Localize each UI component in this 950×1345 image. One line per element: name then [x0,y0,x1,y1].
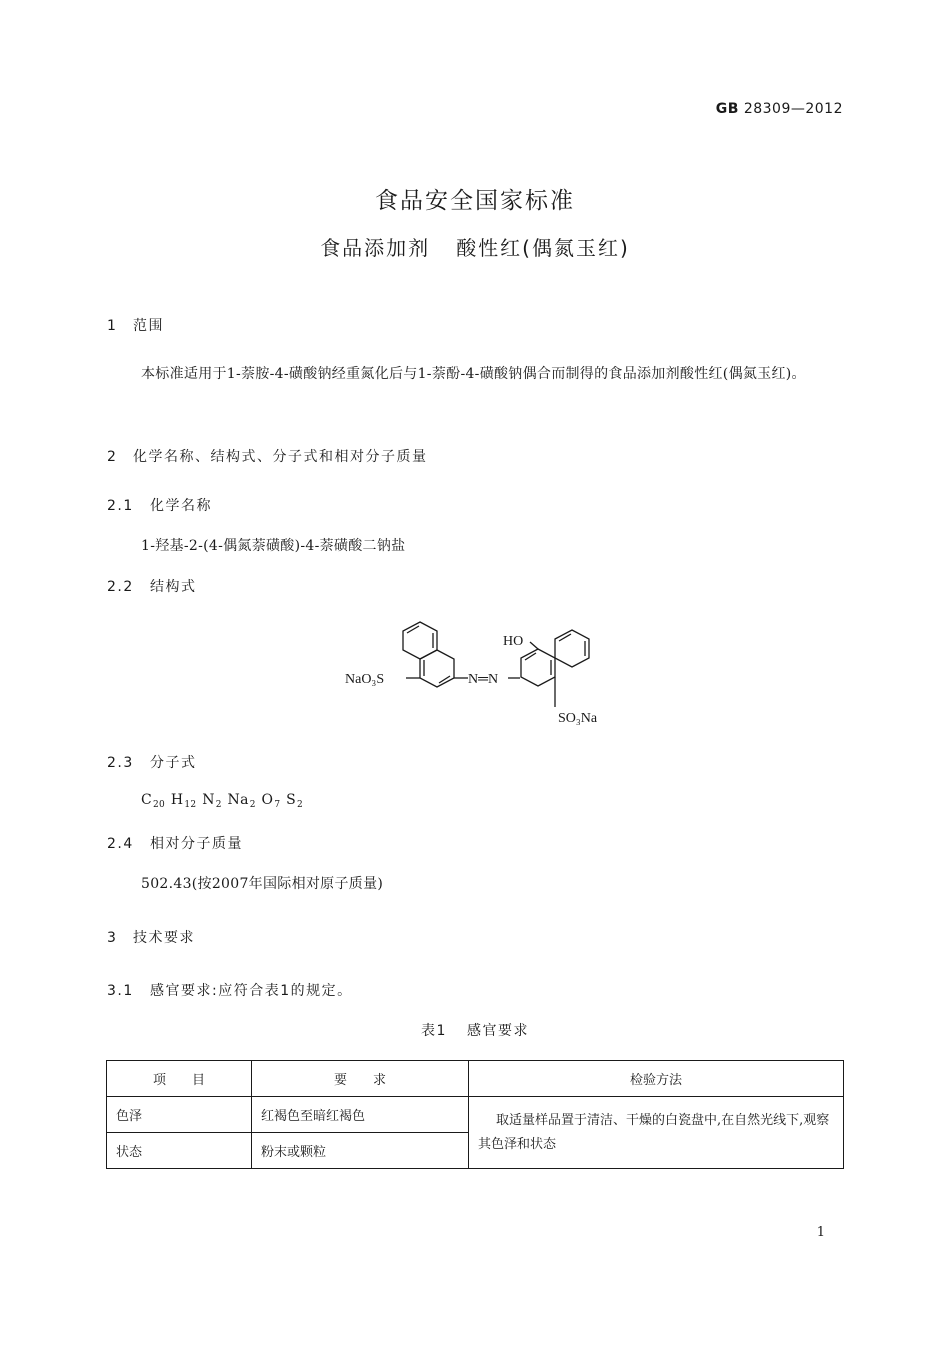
azo-label: N═N [468,672,499,687]
document-title: 食品安全国家标准 [375,188,575,214]
element-n: N [202,792,215,808]
section-heading-2-3 [107,752,197,772]
standard-prefix: GB [715,101,739,117]
section-heading-3 [107,927,195,947]
section-number: 1 [107,318,118,334]
table-caption [0,1020,950,1040]
row-item: 色泽 [107,1097,252,1133]
subtitle-category: 食品添加剂 [320,236,431,260]
section-number: 3.1 [107,983,134,999]
count-n: 2 [215,800,222,810]
scope-paragraph: 本标准适用于1-萘胺-4-磺酸钠经重氮化后与1-萘酚-4-磺酸钠偶合而制得的食品添加剂酸性红(偶氮玉红)。 [141,366,806,382]
table-header-row [107,1061,844,1097]
molecular-formula [141,792,304,810]
section-heading-2 [107,446,428,466]
section-title: 感官要求:应符合表1的规定。 [150,983,353,999]
section-heading-1 [107,315,164,335]
standard-code: 28309—2012 [743,101,843,117]
chemical-name: 1-羟基-2-(4-偶氮萘磺酸)-4-萘磺酸二钠盐 [141,538,406,554]
right-right-ring [555,630,589,667]
element-h: H [170,792,184,808]
table-row [107,1097,844,1133]
left-sulfonate-label: NaO₃S [345,672,385,687]
header-requirement: 要 求 [252,1061,469,1097]
page-number: 1 [816,1225,825,1240]
element-o: O [261,792,274,808]
element-na: Na [227,792,249,808]
section-number: 2.3 [107,755,134,771]
count-na: 2 [249,800,256,810]
header-item: 项 目 [107,1061,252,1097]
section-title: 分子式 [150,755,197,771]
count-h: 12 [184,800,197,810]
section-number: 2.2 [107,579,134,595]
row-requirement: 粉末或颗粒 [252,1133,469,1169]
section-number: 3 [107,930,118,946]
element-c: C [141,792,153,808]
table-title: 感官要求 [466,1023,529,1039]
row-requirement: 红褐色至暗红褐色 [252,1097,469,1133]
structural-formula [340,612,620,737]
sensory-requirements-table [106,1060,844,1169]
section-title: 技术要求 [133,930,195,946]
inspection-method: 取适量样品置于清洁、干燥的白瓷盘中,在自然光线下,观察其色泽和状态 [469,1097,844,1169]
section-title: 化学名称 [150,498,212,514]
table-number: 表1 [421,1023,447,1039]
row-item: 状态 [107,1133,252,1169]
section-heading-2-1 [107,495,212,515]
document-subtitle [0,232,950,261]
section-heading-3-1 [107,980,353,1000]
left-lower-ring [420,650,454,687]
count-c: 20 [153,800,166,810]
section-heading-2-2 [107,576,197,596]
section-title: 相对分子质量 [150,836,243,852]
count-s: 2 [297,800,304,810]
section-number: 2.1 [107,498,134,514]
section-heading-2-4 [107,833,243,853]
standard-number [716,101,843,117]
section-title: 化学名称、结构式、分子式和相对分子质量 [133,449,428,465]
subtitle-product: 酸性红(偶氮玉红) [456,236,630,260]
section-number: 2 [107,449,118,465]
header-method: 检验方法 [469,1061,844,1097]
right-sulfonate-label: SO₃Na [558,711,598,726]
hydroxyl-label: HO [503,634,524,649]
element-s: S [286,792,297,808]
section-title: 结构式 [150,579,197,595]
right-left-ring [521,649,555,686]
molecular-mass: 502.43(按2007年国际相对原子质量) [141,876,384,892]
left-upper-ring [403,622,437,659]
section-title: 范围 [133,318,164,334]
section-number: 2.4 [107,836,134,852]
count-o: 7 [274,800,281,810]
